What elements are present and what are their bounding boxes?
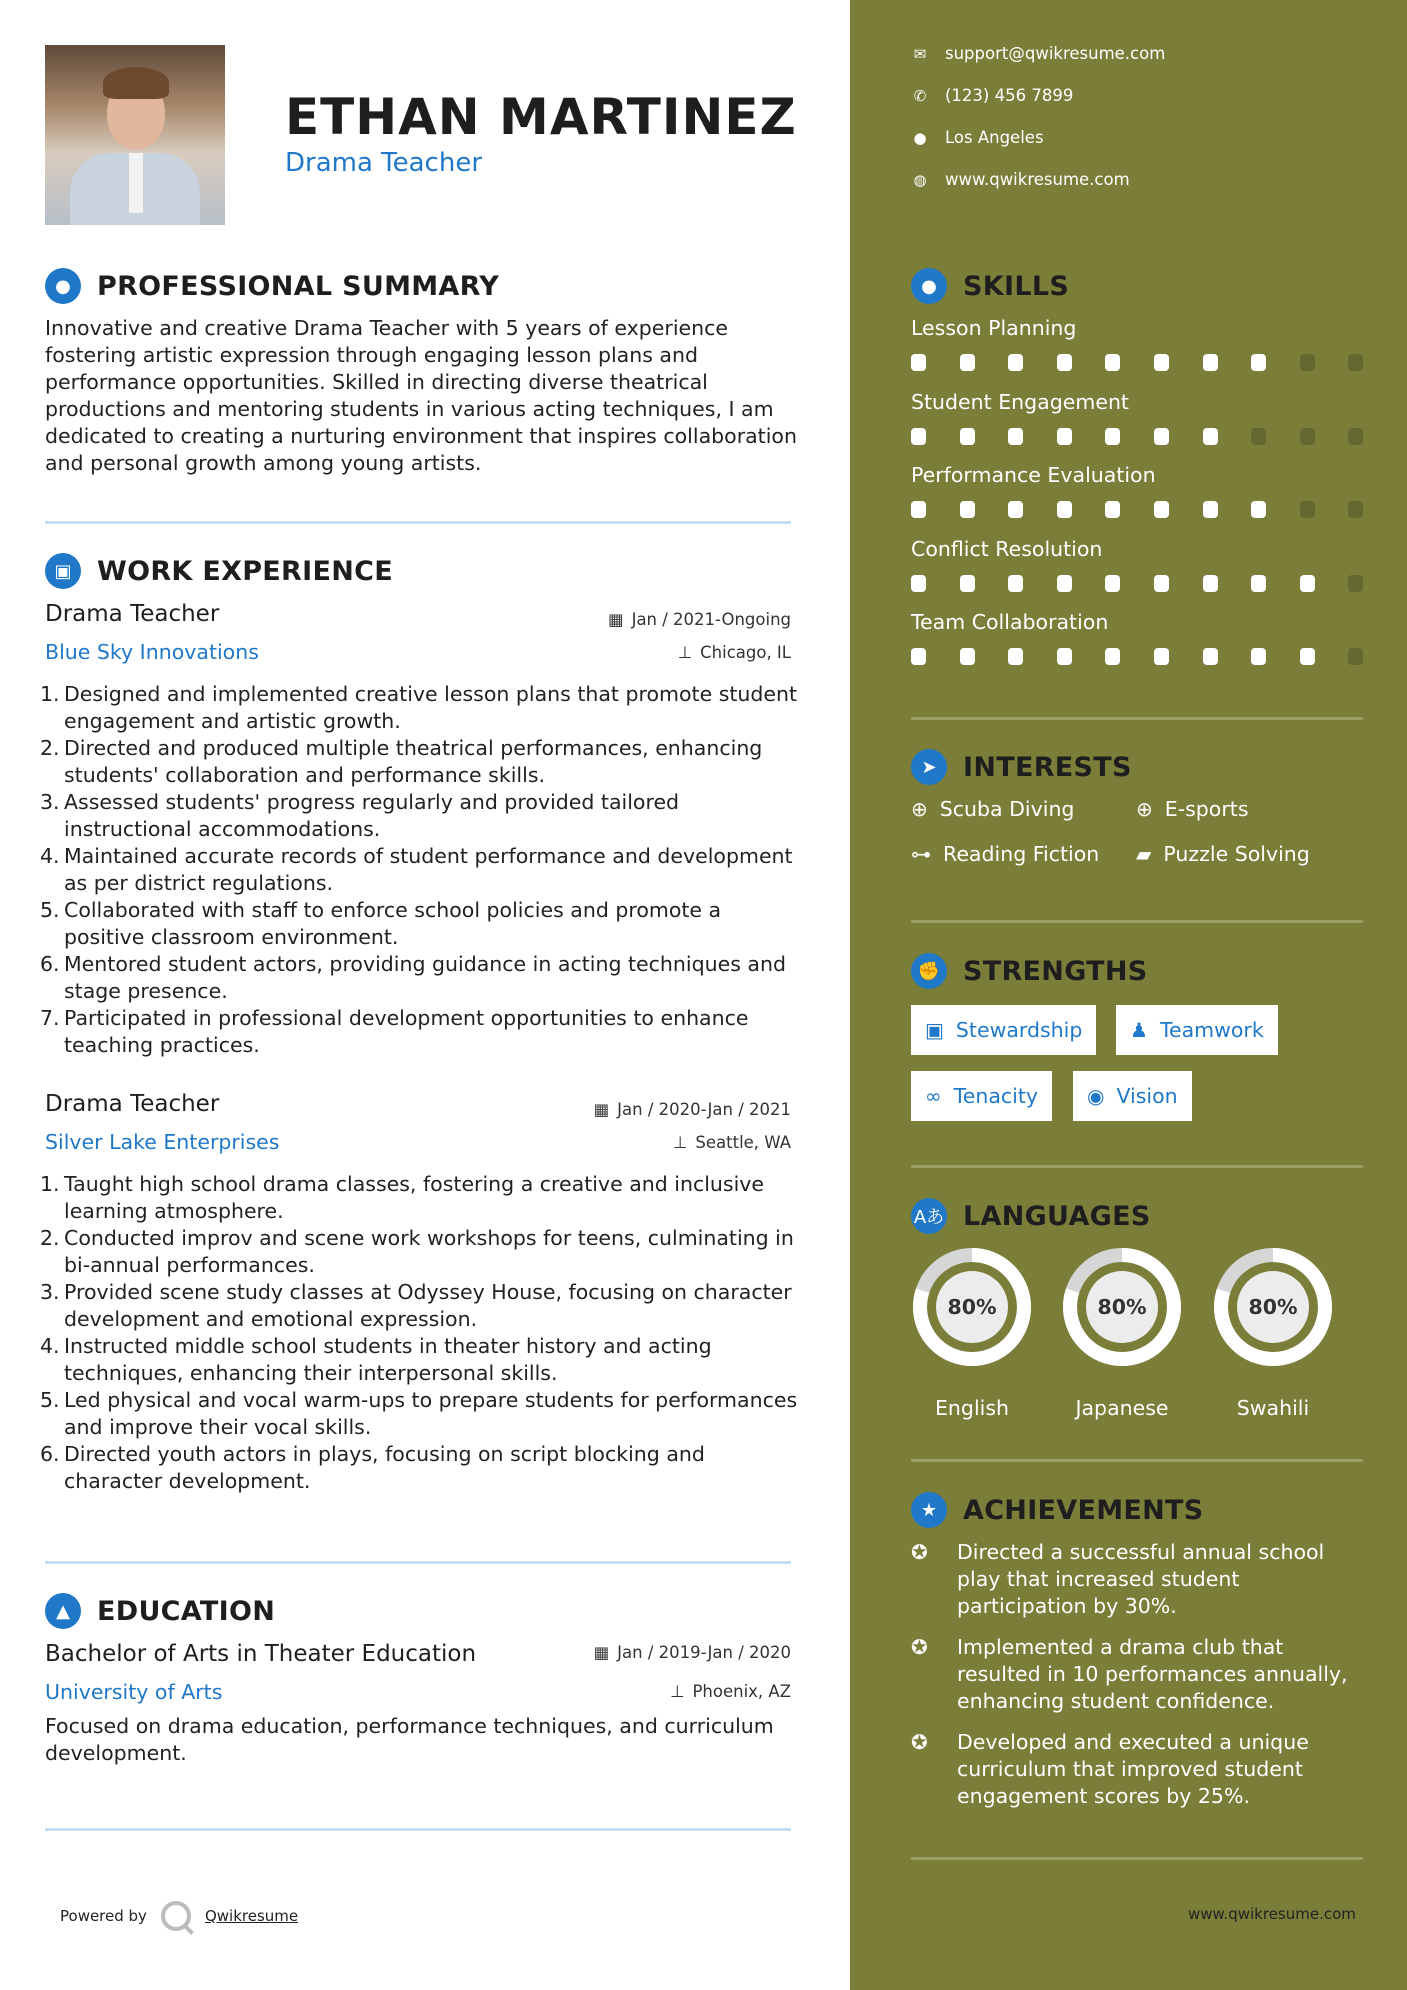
interests-title: INTERESTS <box>963 751 1132 783</box>
section-divider <box>911 1857 1363 1860</box>
skill-dot <box>1057 354 1072 371</box>
skill-rating <box>911 501 1397 518</box>
calendar-icon: ▦ <box>607 610 624 629</box>
skill-dot <box>1348 501 1363 518</box>
skill-dot <box>960 501 975 518</box>
strength-tag: ∞ Tenacity <box>911 1071 1052 1121</box>
calendar-icon: ▦ <box>593 1100 610 1119</box>
users-icon: ♟ <box>1130 1018 1148 1042</box>
job-date: ▦ Jan / 2021-Ongoing <box>607 610 791 629</box>
skill-dot <box>1348 428 1363 445</box>
skill-rating <box>911 428 1397 445</box>
skill-dot <box>911 575 926 592</box>
profile-photo <box>45 45 225 225</box>
skill-dot <box>1251 428 1266 445</box>
skill-dot <box>911 501 926 518</box>
section-divider <box>45 1561 791 1564</box>
education-title: EDUCATION <box>97 1595 276 1627</box>
skill-dot <box>960 428 975 445</box>
lifebuoy-icon: ⊕ <box>911 797 928 821</box>
book-icon: ▰ <box>1136 842 1152 866</box>
skill-dot <box>1300 501 1315 518</box>
phone-icon: ✆ <box>913 86 927 105</box>
section-divider <box>911 1459 1363 1462</box>
list-item: 4. Instructed middle school students in theater history and acting techniques, enhancing their interpersonal skills. <box>40 1334 712 1385</box>
skill-dot <box>960 354 975 371</box>
skill-dot <box>1154 428 1169 445</box>
section-divider <box>45 1828 791 1831</box>
skill-dot <box>1057 575 1072 592</box>
skill-dot <box>1348 354 1363 371</box>
education-heading <box>45 1593 275 1629</box>
map-pin-icon: ● <box>913 128 927 147</box>
skill-dot <box>1057 501 1072 518</box>
language-name: Japanese <box>1075 1396 1169 1420</box>
achievement-item: ✪ Implemented a drama club that resulted in 10 performances annually, enhancing student confidence. <box>911 1635 1348 1713</box>
skill-dot <box>1203 428 1218 445</box>
briefcase-icon: ▣ <box>45 553 81 589</box>
job-company: Silver Lake Enterprises <box>45 1130 280 1154</box>
skill-name: Conflict Resolution <box>911 536 1103 561</box>
interests-heading <box>911 749 1132 785</box>
section-divider <box>911 920 1363 923</box>
education-description: Focused on drama education, performance techniques, and curriculum development. <box>45 1714 774 1765</box>
skill-dot <box>1105 501 1120 518</box>
job-bullets <box>40 681 800 1059</box>
job-title: Drama Teacher <box>45 1091 220 1117</box>
contact-phone[interactable]: ✆ (123) 456 7899 <box>911 86 1073 105</box>
candidate-name: ETHAN MARTINEZ <box>285 88 797 146</box>
skill-dot <box>1300 648 1315 665</box>
job-title: Drama Teacher <box>45 601 220 627</box>
binoculars-icon: ◉ <box>1087 1084 1105 1108</box>
brand-link[interactable]: Qwikresume <box>204 1907 299 1925</box>
list-item: 2. Directed and produced multiple theatrical performances, enhancing students' collaboration and performance skills. <box>40 736 763 787</box>
job-company: Blue Sky Innovations <box>45 640 259 664</box>
footer-url[interactable]: www.qwikresume.com <box>1188 1905 1356 1923</box>
contact-email[interactable]: ✉ support@qwikresume.com <box>911 44 1165 63</box>
list-item: 3. Provided scene study classes at Odyssey House, focusing on character development and emotional expression. <box>40 1280 792 1331</box>
skill-dot <box>960 648 975 665</box>
pin-icon: ⊥ <box>670 1682 685 1701</box>
strengths-title: STRENGTHS <box>963 955 1148 987</box>
skill-dot <box>1251 648 1266 665</box>
skill-dot <box>1203 575 1218 592</box>
powered-by-label: Powered by <box>60 1907 147 1925</box>
job-bullets <box>40 1171 800 1495</box>
skill-dot <box>1154 648 1169 665</box>
skill-dot <box>960 575 975 592</box>
interest-item: ⊶ Reading Fiction <box>911 842 1100 866</box>
strength-tag: ◉ Vision <box>1073 1071 1192 1121</box>
interest-item: ▰ Puzzle Solving <box>1136 842 1310 866</box>
star-badge-icon: ★ <box>911 1492 947 1528</box>
skill-dot <box>911 428 926 445</box>
interest-item: ⊕ Scuba Diving <box>911 797 1075 821</box>
language-gauge <box>1212 1246 1334 1420</box>
user-icon: ● <box>45 268 81 304</box>
powered-by <box>60 1901 298 1931</box>
job-location: ⊥ Seattle, WA <box>673 1133 791 1152</box>
experience-heading <box>45 553 393 589</box>
star-icon: ✪ <box>911 1635 928 1659</box>
language-name: Swahili <box>1236 1396 1310 1420</box>
gamepad-icon: ⊶ <box>911 842 931 866</box>
lightbulb-icon: ● <box>911 268 947 304</box>
list-item: 1. Taught high school drama classes, fostering a creative and inclusive learning atmosphere. <box>40 1172 765 1223</box>
degree-title: Bachelor of Arts in Theater Education <box>45 1641 477 1667</box>
briefcase-icon: ▣ <box>925 1018 944 1042</box>
strengths-heading <box>911 953 1148 989</box>
skill-dot <box>911 354 926 371</box>
skill-dot <box>1300 575 1315 592</box>
experience-title: WORK EXPERIENCE <box>97 555 393 587</box>
job-location: ⊥ Chicago, IL <box>677 643 791 662</box>
skill-dot <box>1251 575 1266 592</box>
skill-dot <box>1105 648 1120 665</box>
skill-dot <box>1251 501 1266 518</box>
achievements-title: ACHIEVEMENTS <box>963 1494 1204 1526</box>
skill-dot <box>1203 354 1218 371</box>
language-gauge <box>911 1246 1033 1420</box>
skill-dot <box>1348 648 1363 665</box>
skill-dot <box>1154 354 1169 371</box>
star-icon: ✪ <box>911 1540 928 1564</box>
achievements-heading <box>911 1492 1204 1528</box>
skill-dot <box>1348 575 1363 592</box>
skill-dot <box>1057 648 1072 665</box>
lifebuoy-icon: ⊕ <box>1136 797 1153 821</box>
skill-dot <box>1008 575 1023 592</box>
language-percent: 80% <box>947 1295 997 1319</box>
summary-heading <box>45 268 499 304</box>
language-name: English <box>934 1396 1010 1420</box>
achievement-item: ✪ Directed a successful annual school play that increased student participation by 30%. <box>911 1540 1325 1618</box>
link-icon: ∞ <box>925 1084 942 1108</box>
skill-dot <box>1008 501 1023 518</box>
section-divider <box>911 717 1363 720</box>
skill-dot <box>911 648 926 665</box>
skill-dot <box>1105 575 1120 592</box>
paper-plane-icon: ➤ <box>911 749 947 785</box>
achievement-item: ✪ Developed and executed a unique curriculum that improved student engagement scores by 25%. <box>911 1730 1309 1808</box>
strength-tag: ♟ Teamwork <box>1116 1005 1278 1055</box>
list-item: 3. Assessed students' progress regularly and provided tailored instructional accommodations. <box>40 790 680 841</box>
list-item: 7. Participated in professional development opportunities to enhance teaching practices. <box>40 1006 749 1057</box>
strength-tag: ▣ Stewardship <box>911 1005 1096 1055</box>
list-item: 6. Directed youth actors in plays, focusing on script blocking and character development. <box>40 1442 705 1493</box>
skills-heading <box>911 268 1069 304</box>
translate-icon: Aあ <box>911 1198 947 1234</box>
skill-dot <box>1203 501 1218 518</box>
list-item: 4. Maintained accurate records of student performance and development as per district regulations. <box>40 844 793 895</box>
contact-location: ● Los Angeles <box>911 128 1044 147</box>
fist-icon: ✊ <box>911 953 947 989</box>
skill-dot <box>1203 648 1218 665</box>
list-item: 5. Led physical and vocal warm-ups to prepare students for performances and improve their vocal skills. <box>40 1388 798 1439</box>
language-percent: 80% <box>1248 1295 1298 1319</box>
list-item: 5. Collaborated with staff to enforce school policies and promote a positive classroom environment. <box>40 898 722 949</box>
education-location: ⊥ Phoenix, AZ <box>670 1682 791 1701</box>
languages-title: LANGUAGES <box>963 1200 1151 1232</box>
education-date: ▦ Jan / 2019-Jan / 2020 <box>593 1643 791 1662</box>
skill-name: Team Collaboration <box>911 610 1109 634</box>
skill-dot <box>1154 501 1169 518</box>
contact-website[interactable]: ◍ www.qwikresume.com <box>911 170 1130 189</box>
languages-heading <box>911 1198 1151 1234</box>
summary-text: Innovative and creative Drama Teacher with 5 years of experience fostering artistic expression through engaging lesson plans and performance opportunities. Skilled in directing diverse theatrical productions and mentoring students in various acting techniques, I am dedicated to creating a nurturing environment that inspires collaboration and personal growth among young artists. <box>45 316 797 475</box>
skill-dot <box>1057 428 1072 445</box>
skills-title: SKILLS <box>963 270 1070 302</box>
skill-name: Lesson Planning <box>911 316 1077 340</box>
pin-icon: ⊥ <box>673 1133 688 1152</box>
list-item: 2. Conducted improv and scene work workshops for teens, culminating in bi-annual performances. <box>40 1226 794 1277</box>
job-date: ▦ Jan / 2020-Jan / 2021 <box>593 1100 791 1119</box>
language-percent: 80% <box>1097 1295 1147 1319</box>
skill-rating <box>911 575 1397 592</box>
candidate-role: Drama Teacher <box>285 148 483 178</box>
pin-icon: ⊥ <box>677 643 693 662</box>
interest-item: ⊕ E-sports <box>1136 797 1249 821</box>
section-divider <box>45 521 791 524</box>
skill-rating <box>911 354 1397 371</box>
skill-dot <box>1008 648 1023 665</box>
star-icon: ✪ <box>911 1730 928 1754</box>
skill-rating <box>911 648 1397 665</box>
skill-dot <box>1300 428 1315 445</box>
section-divider <box>911 1165 1363 1168</box>
globe-icon: ◍ <box>913 170 927 189</box>
skill-dot <box>1008 428 1023 445</box>
skill-dot <box>1300 354 1315 371</box>
skill-dot <box>1105 354 1120 371</box>
skill-dot <box>1008 354 1023 371</box>
calendar-icon: ▦ <box>593 1643 610 1662</box>
skill-dot <box>1154 575 1169 592</box>
envelope-icon: ✉ <box>913 44 927 63</box>
school-name: University of Arts <box>45 1680 223 1704</box>
list-item: 6. Mentored student actors, providing guidance in acting techniques and stage presence. <box>40 952 786 1003</box>
list-item: 1. Designed and implemented creative lesson plans that promote student engagement and artistic growth. <box>40 682 798 733</box>
skill-dot <box>1251 354 1266 371</box>
skill-dot <box>1105 428 1120 445</box>
language-gauge <box>1061 1246 1183 1420</box>
graduation-icon: ▲ <box>45 1593 81 1629</box>
summary-title: PROFESSIONAL SUMMARY <box>97 270 500 302</box>
skill-name: Student Engagement <box>911 389 1129 414</box>
qwikresume-logo-icon <box>161 1901 191 1931</box>
skill-name: Performance Evaluation <box>911 463 1156 487</box>
